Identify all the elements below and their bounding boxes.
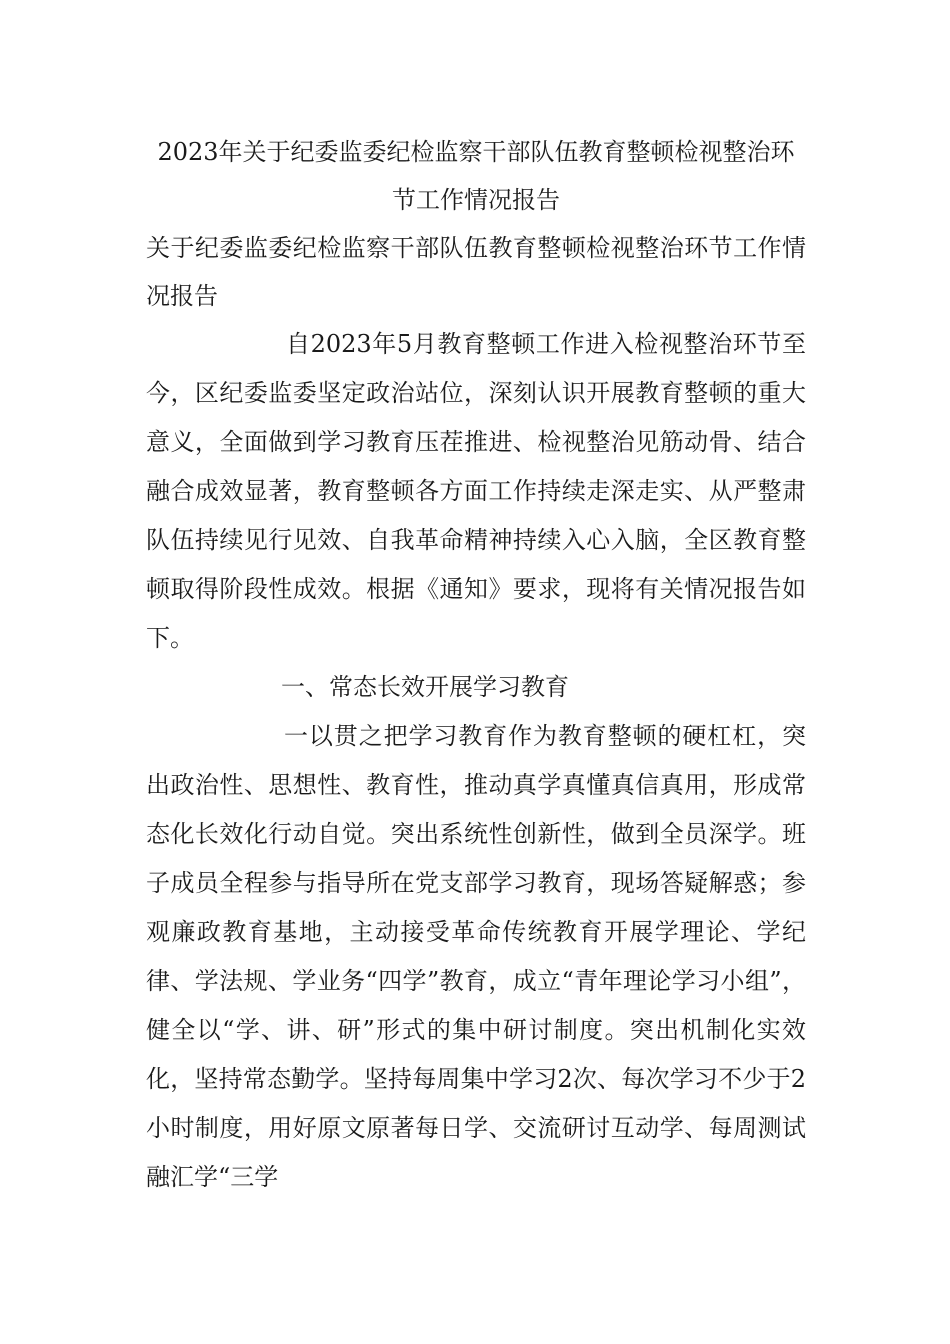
document-subtitle: 关于纪委监委纪检监察干部队伍教育整顿检视整治环节工作情况报告 (146, 234, 806, 310)
document-body (146, 128, 806, 1202)
section-1-heading: 一、常态长效开展学习教育 (281, 673, 569, 701)
intro-paragraph: 自2023年5月教育整顿工作进入检视整治环节至今，区纪委监委坚定政治站位，深刻认识开展教育整顿的重大意义，全面做到学习教育压茬推进、检视整治见筋动骨、结合融合成效显著，教育整顿各方面工作持续走深走实、从严整肃队伍持续见行见效、自我革命精神持续入心入脑，全区教育整顿取得阶段性成效。根据《通知》要求，现将有关情况报告如下。 (146, 330, 806, 652)
section-1-paragraph: 一以贯之把学习教育作为教育整顿的硬杠杠，突出政治性、思想性、教育性，推动真学真懂真信真用，形成常态化长效化行动自觉。突出系统性创新性，做到全员深学。班子成员全程参与指导所在党支部学习教育，现场答疑解惑；参观廉政教育基地，主动接受革命传统教育开展学理论、学纪律、学法规、学业务“四学”教育，成立“青年理论学习小组”，健全以“学、讲、研”形式的集中研讨制度。突出机制化实效化，坚持常态勤学。坚持每周集中学习2次、每次学习不少于2小时制度，用好原文原著每日学、交流研讨互动学、每周测试融汇学“三学 (146, 722, 806, 1191)
document-title: 2023年关于纪委监委纪检监察干部队伍教育整顿检视整治环节工作情况报告 (157, 138, 795, 214)
